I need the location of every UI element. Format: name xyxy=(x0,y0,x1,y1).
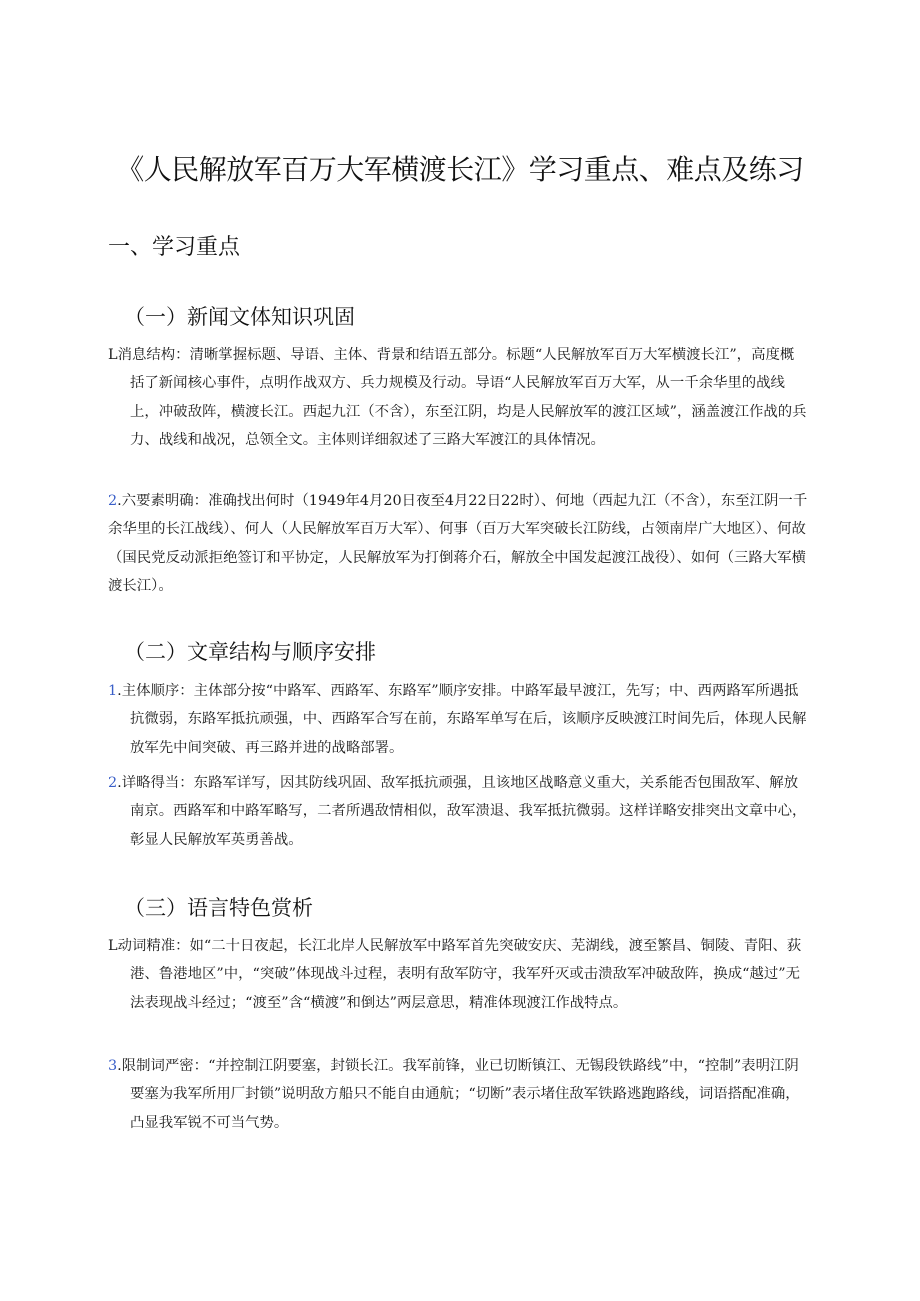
item-text: .六要素明确：准确找出何时（1949年4月20日夜至4月22日22时）、何地（西起九江（不含），东至江阴一千余华里的长江战线）、何人（人民解放军百万大军）、何事（百万大军突破长江防线，占领南岸广大地区）、何故（国民党反动派拒绝签订和平协定，人民解放军为打倒蒋介石，解放全中国发起渡江战役）、如何（三路大军横渡长江）。 xyxy=(108,493,808,594)
item-text: .主体顺序：主体部分按“中路军、西路军、东路军”顺序安排。中路军最早渡江，先写；中、西两路军所遇抵抗微弱，东路军抵抗顽强，中、西路军合写在前，东路军单写在后，该顺序反映渡江时间先后，体现人民解放军先中间突破、再三路并进的战略部署。 xyxy=(117,683,807,756)
item-number: 2 xyxy=(108,775,118,791)
item-number: 1 xyxy=(108,683,118,699)
item-number: 3 xyxy=(108,1058,118,1074)
paragraph-item xyxy=(108,769,808,854)
item-number: L xyxy=(108,347,118,363)
paragraph-item xyxy=(108,932,808,1017)
subsection-heading-structure: （二）文章结构与顺序安排 xyxy=(124,640,376,664)
paragraph-item xyxy=(108,341,808,454)
item-number: L xyxy=(108,938,118,954)
paragraph-item xyxy=(108,487,808,600)
item-text: .限制词严密：“并控制江阴要塞，封锁长江。我军前锋，业已切断镇江、无锡段铁路线”中，“控制”表明江阴要塞为我军所用厂封锁”说明敌方船只不能自由通航；“切断”表示堵住敌军铁路逃跑路线，词语搭配准确，凸显我军锐不可当气势。 xyxy=(117,1058,800,1131)
item-text: .详略得当：东路军详写，因其防线巩固、敌军抵抗顽强，且该地区战略意义重大，关系能否包围敌军、解放南京。西路军和中路军略写，二者所遇敌情相似，敌军溃退、我军抵抗微弱。这样详略安排突出文章中心，彰显人民解放军英勇善战。 xyxy=(117,775,807,848)
subsection-heading-news-genre: （一）新闻文体知识巩固 xyxy=(124,305,355,329)
document-title: 《人民解放军百万大军横渡长江》学习重点、难点及练习 xyxy=(116,153,804,186)
paragraph-item xyxy=(108,677,808,762)
section-heading-key-points: 一、学习重点 xyxy=(108,235,241,260)
item-text: 动词精准：如“二十日夜起，长江北岸人民解放军中路军首先突破安庆、芜湖线，渡至繁昌、铜陵、青阳、荻港、鲁港地区”中，“突破”体现战斗过程，表明有敌军防守，我军歼灭或击溃敌军冲破敌阵，换成“越过”无法表现战斗经过；“渡至”含“横渡”和倒达”两层意思，精准体现渡江作战特点。 xyxy=(117,938,802,1011)
item-text: 消息结构：清晰掌握标题、导语、主体、背景和结语五部分。标题“人民解放军百万大军横渡长江”，高度概括了新闻核心事件，点明作战双方、兵力规模及行动。导语“人民解放军百万大军，从一千余华里的战线上，冲破敌阵，横渡长江。西起九江（不含），东至江阴，均是人民解放军的渡江区域”，涵盖渡江作战的兵力、战线和战况，总领全文。主体则详细叙述了三路大军渡江的具体情况。 xyxy=(117,347,807,448)
item-number: 2 xyxy=(108,493,118,509)
paragraph-item xyxy=(108,1052,808,1137)
subsection-heading-language: （三）语言特色赏析 xyxy=(124,896,313,920)
